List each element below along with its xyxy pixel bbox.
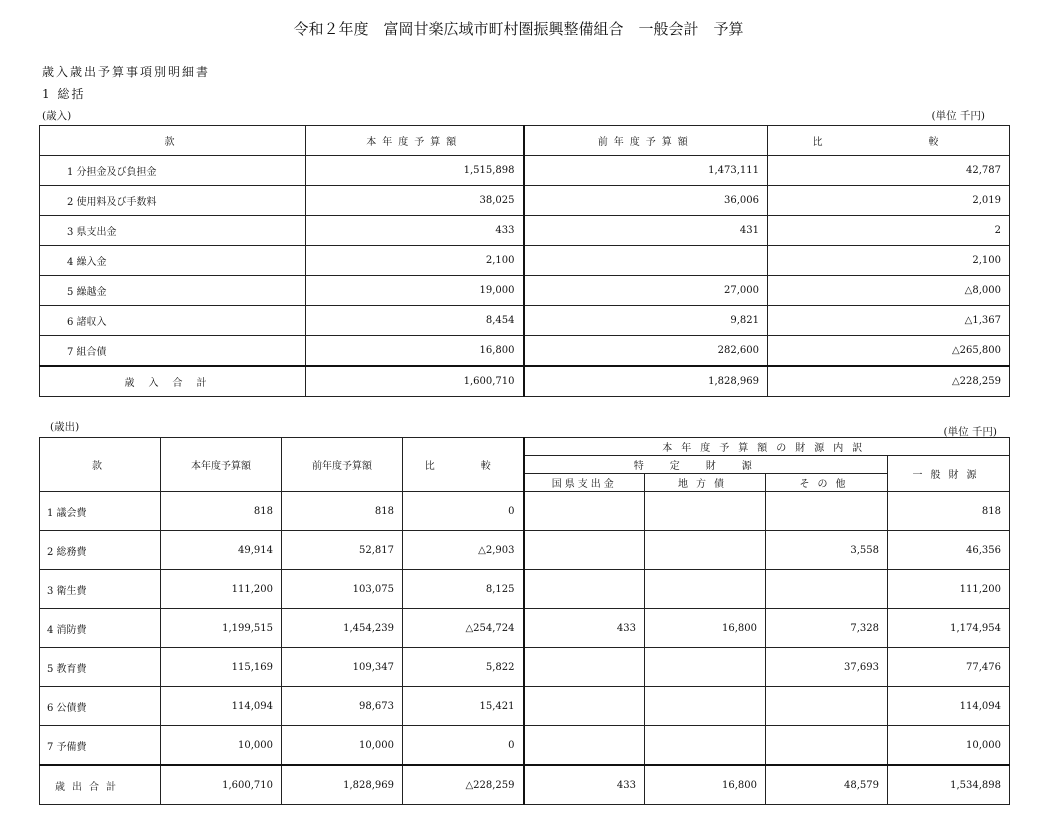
- table-row: [40, 687, 1010, 726]
- row-current: 10,000: [161, 726, 282, 766]
- total-local: 16,800: [645, 765, 766, 805]
- row-previous: 282,600: [524, 336, 768, 367]
- header-diff-b: 較: [928, 137, 945, 148]
- row-other: [766, 570, 888, 609]
- total-previous: 1,828,969: [524, 366, 768, 397]
- row-previous: 36,006: [524, 186, 768, 216]
- table-row: [40, 492, 1010, 531]
- row-diff: △265,800: [768, 336, 1010, 367]
- row-national: 433: [524, 609, 645, 648]
- row-diff: 42,787: [768, 156, 1010, 186]
- row-diff: 0: [403, 492, 524, 531]
- row-item: 7 組合債: [40, 336, 306, 367]
- header-item: 款: [40, 126, 306, 156]
- table-row: [40, 156, 1010, 186]
- row-diff: 0: [403, 726, 524, 766]
- table-row: [40, 276, 1010, 306]
- row-current: 433: [306, 216, 524, 246]
- page-title: 令和２年度 富岡甘楽広域市町村圏振興整備組合 一般会計 予算: [293, 20, 744, 38]
- row-previous: 431: [524, 216, 768, 246]
- row-other: 3,558: [766, 531, 888, 570]
- header-general: 一般財源: [888, 456, 1010, 492]
- table-row: [40, 336, 1010, 367]
- row-current: 8,454: [306, 306, 524, 336]
- row-item: 2 使用料及び手数料: [40, 186, 306, 216]
- row-other: [766, 492, 888, 531]
- row-current: 1,199,515: [161, 609, 282, 648]
- header-diff-a: 比: [812, 137, 829, 148]
- row-diff: 2,019: [768, 186, 1010, 216]
- expenditure-table: [39, 437, 1010, 805]
- total-general: 1,534,898: [888, 765, 1010, 805]
- total-diff: △228,259: [768, 366, 1010, 397]
- table-row: [40, 648, 1010, 687]
- row-item: 6 諸収入: [40, 306, 306, 336]
- row-national: [524, 531, 645, 570]
- row-current: 2,100: [306, 246, 524, 276]
- row-previous: 52,817: [282, 531, 403, 570]
- row-item: 1 分担金及び負担金: [40, 156, 306, 186]
- row-diff: △2,903: [403, 531, 524, 570]
- row-diff: △1,367: [768, 306, 1010, 336]
- table-row: [40, 726, 1010, 766]
- row-current: 38,025: [306, 186, 524, 216]
- row-previous: [524, 246, 768, 276]
- header-previous: 前年度予算額: [524, 126, 768, 156]
- row-item: 2 総務費: [40, 531, 161, 570]
- row-item: 5 繰越金: [40, 276, 306, 306]
- row-general: 818: [888, 492, 1010, 531]
- row-national: [524, 687, 645, 726]
- row-current: 16,800: [306, 336, 524, 367]
- row-local: [645, 648, 766, 687]
- header-specific: 特定財源: [524, 456, 888, 474]
- header-local: 地方債: [645, 474, 766, 492]
- row-national: [524, 570, 645, 609]
- row-national: [524, 492, 645, 531]
- row-previous: 27,000: [524, 276, 768, 306]
- row-other: 37,693: [766, 648, 888, 687]
- row-current: 19,000: [306, 276, 524, 306]
- expenditure-label: (歳出): [50, 421, 80, 433]
- header-diff: [403, 438, 524, 492]
- table-row: [40, 186, 1010, 216]
- header-diff: [768, 126, 1010, 156]
- table-row: [40, 570, 1010, 609]
- expenditure-unit: (単位 千円): [943, 426, 997, 438]
- header-national: 国県支出金: [524, 474, 645, 492]
- header-diff-b: 較: [480, 461, 497, 472]
- row-previous: 9,821: [524, 306, 768, 336]
- header-funding: 本年度予算額の財源内訳: [524, 438, 1010, 456]
- expenditure-header-row-1: [40, 438, 1010, 456]
- row-general: 77,476: [888, 648, 1010, 687]
- row-item: 1 議会費: [40, 492, 161, 531]
- row-diff: △254,724: [403, 609, 524, 648]
- revenue-total-row: [40, 366, 1010, 397]
- row-local: [645, 687, 766, 726]
- expenditure-total-row: [40, 765, 1010, 805]
- row-previous: 818: [282, 492, 403, 531]
- row-item: 7 予備費: [40, 726, 161, 766]
- row-diff: △8,000: [768, 276, 1010, 306]
- revenue-rows: [40, 156, 1010, 367]
- row-general: 111,200: [888, 570, 1010, 609]
- row-current: 49,914: [161, 531, 282, 570]
- total-diff: △228,259: [403, 765, 524, 805]
- row-national: [524, 648, 645, 687]
- row-other: [766, 687, 888, 726]
- total-current: 1,600,710: [161, 765, 282, 805]
- row-local: [645, 492, 766, 531]
- row-item: 4 繰入金: [40, 246, 306, 276]
- total-label: 歳入合計: [40, 366, 306, 397]
- row-national: [524, 726, 645, 766]
- row-general: 46,356: [888, 531, 1010, 570]
- table-row: [40, 609, 1010, 648]
- row-general: 10,000: [888, 726, 1010, 766]
- total-label: 歳出合計: [40, 765, 161, 805]
- row-current: 115,169: [161, 648, 282, 687]
- row-local: [645, 726, 766, 766]
- row-other: 7,328: [766, 609, 888, 648]
- expenditure-rows: [40, 492, 1010, 766]
- revenue-table: [39, 125, 1010, 397]
- row-local: [645, 531, 766, 570]
- row-other: [766, 726, 888, 766]
- row-diff: 8,125: [403, 570, 524, 609]
- row-item: 5 教育費: [40, 648, 161, 687]
- row-item: 6 公債費: [40, 687, 161, 726]
- row-previous: 10,000: [282, 726, 403, 766]
- total-other: 48,579: [766, 765, 888, 805]
- row-previous: 98,673: [282, 687, 403, 726]
- table-row: [40, 306, 1010, 336]
- header-previous: 前年度予算額: [282, 438, 403, 492]
- table-row: [40, 216, 1010, 246]
- total-current: 1,600,710: [306, 366, 524, 397]
- total-previous: 1,828,969: [282, 765, 403, 805]
- row-previous: 1,473,111: [524, 156, 768, 186]
- header-current: 本年度予算額: [161, 438, 282, 492]
- row-item: 3 衛生費: [40, 570, 161, 609]
- row-general: 114,094: [888, 687, 1010, 726]
- row-general: 1,174,954: [888, 609, 1010, 648]
- row-diff: 5,822: [403, 648, 524, 687]
- header-item: 款: [40, 438, 161, 492]
- header-current: 本年度予算額: [306, 126, 524, 156]
- row-item: 4 消防費: [40, 609, 161, 648]
- row-diff: 15,421: [403, 687, 524, 726]
- header-diff-a: 比: [424, 461, 441, 472]
- row-previous: 103,075: [282, 570, 403, 609]
- section-heading: 1 総括: [42, 87, 86, 101]
- row-current: 111,200: [161, 570, 282, 609]
- table-row: [40, 246, 1010, 276]
- row-diff: 2,100: [768, 246, 1010, 276]
- revenue-header-row: [40, 126, 1010, 156]
- table-row: [40, 531, 1010, 570]
- row-previous: 109,347: [282, 648, 403, 687]
- row-item: 3 県支出金: [40, 216, 306, 246]
- header-other: その他: [766, 474, 888, 492]
- total-national: 433: [524, 765, 645, 805]
- document-subtitle: 歳入歳出予算事項別明細書: [42, 65, 211, 79]
- row-current: 818: [161, 492, 282, 531]
- row-previous: 1,454,239: [282, 609, 403, 648]
- revenue-label: (歳入): [42, 110, 72, 122]
- revenue-unit: (単位 千円): [931, 110, 985, 122]
- row-current: 114,094: [161, 687, 282, 726]
- row-local: [645, 570, 766, 609]
- row-diff: 2: [768, 216, 1010, 246]
- row-local: 16,800: [645, 609, 766, 648]
- row-current: 1,515,898: [306, 156, 524, 186]
